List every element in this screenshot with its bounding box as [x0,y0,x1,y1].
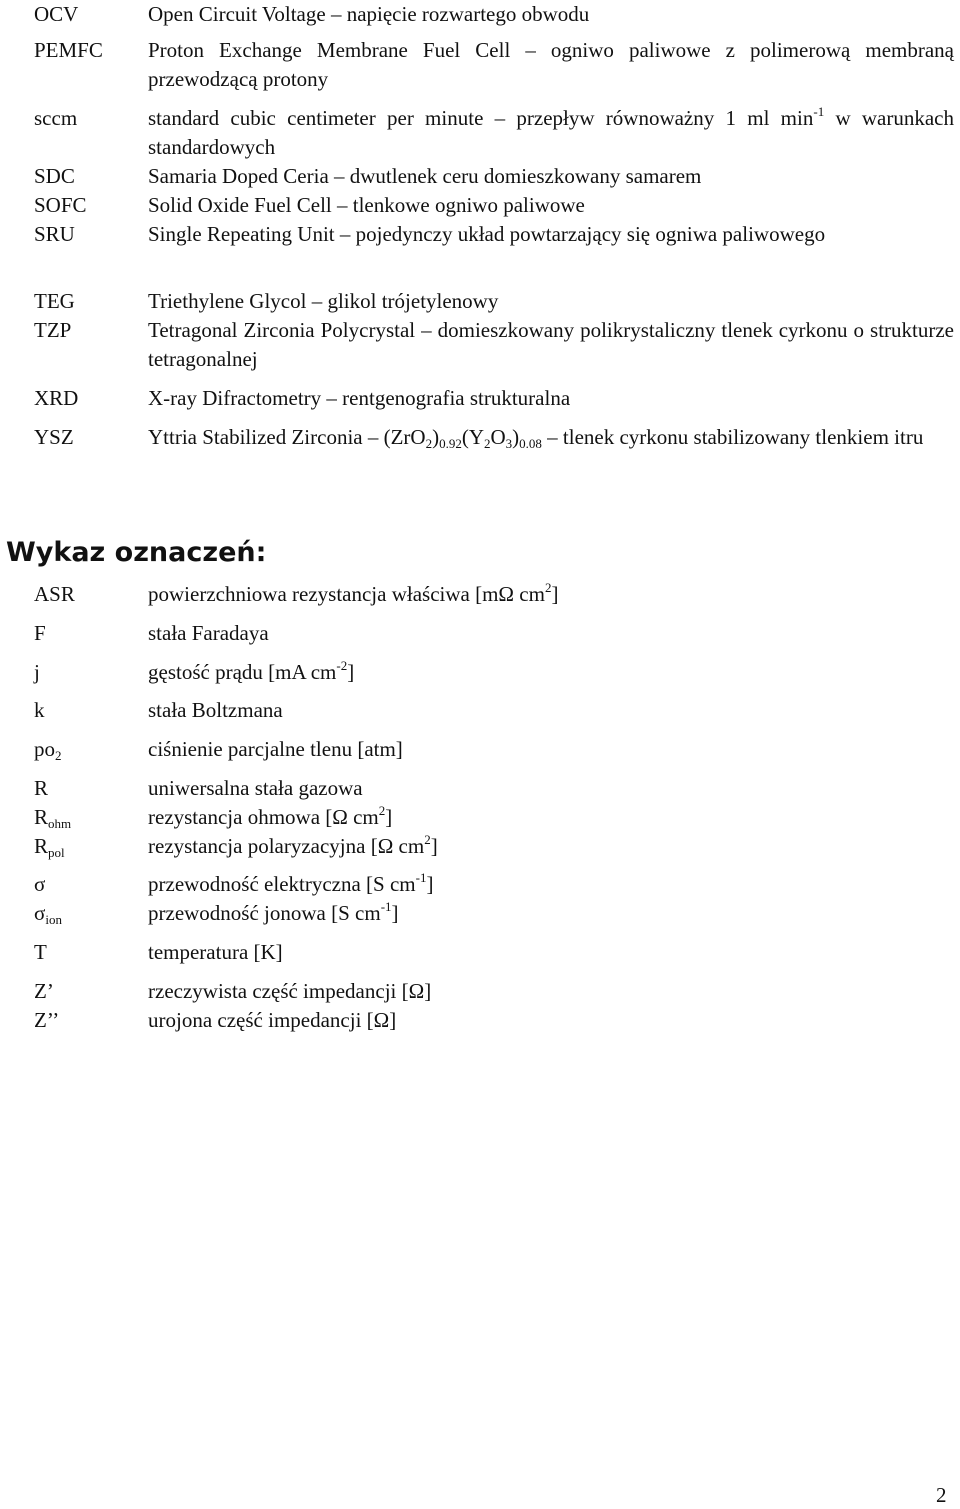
abbrev-definition: Solid Oxide Fuel Cell – tlenkowe ogniwo paliwowe [148,193,585,217]
definition-text: przewodność elektryczna [S cm [148,872,416,896]
subscript: 0.08 [519,436,542,451]
abbrev-definition: Tetragonal Zirconia Polycrystal – domieszkowany polikrystaliczny tlenek cyrkonu o strukturze tetragonalnej [148,318,954,371]
definition-text: – tlenek cyrkonu stabilizowany tlenkiem itru [541,425,924,449]
symbol-term [34,832,65,861]
abbrev-term: PEMFC [34,38,103,62]
definition-text: (Y [461,425,484,449]
definition-text: ] [551,582,559,606]
symbol-definition [148,580,954,609]
definition-text: w warunkach standardowych [148,106,954,159]
term-text: po [34,737,55,761]
subscript: 2 [425,436,433,451]
term-text: R [34,805,49,829]
definition-text: ] [385,805,393,829]
definition-text: przewodność jonowa [S cm [148,901,381,925]
symbol-term: Z’’ [34,1008,60,1032]
abbrev-term: XRD [34,386,79,410]
definition-text: ] [347,660,355,684]
symbol-term: F [34,621,46,645]
definition-text: ) [432,425,440,449]
symbol-definition: rzeczywista część impedancji [Ω] [148,979,432,1003]
symbol-term: T [34,940,47,964]
abbrev-definition: Single Repeating Unit – pojedynczy układ powtarzający się ogniwa paliwowego [148,222,826,246]
superscript: -1 [380,899,392,914]
abbrev-term: OCV [34,2,79,26]
abbrev-definition: Triethylene Glycol – glikol trójetylenowy [148,289,499,313]
symbol-term [34,899,62,928]
symbol-term [34,803,71,832]
symbol-definition: uniwersalna stała gazowa [148,776,363,800]
subscript: ion [45,912,62,927]
definition-text: ] [391,901,399,925]
symbol-definition: temperatura [K] [148,940,283,964]
superscript: 2 [378,803,386,818]
superscript: -2 [336,658,348,673]
definition-text: ) [512,425,520,449]
abbrev-definition: Proton Exchange Membrane Fuel Cell – ogniwo paliwowe z polimerową membraną przewodzącą protony [148,38,954,91]
symbol-definition [148,832,954,861]
symbol-definition: stała Faradaya [148,621,269,645]
abbrev-definition: Samaria Doped Ceria – dwutlenek ceru domieszkowany samarem [148,164,702,188]
abbrev-definition: Open Circuit Voltage – napięcie rozwartego obwodu [148,2,590,26]
symbol-definition [148,658,954,687]
abbrev-term: TZP [34,318,72,342]
definition-text: powierzchniowa rezystancja właściwa [mΩ cm [148,582,545,606]
subscript: ohm [48,816,72,831]
symbol-definition [148,870,954,899]
abbrev-term: sccm [34,106,78,130]
symbol-definition: stała Boltzmana [148,698,283,722]
definition-text: rezystancja polaryzacyjna [Ω cm [148,834,425,858]
definition-text: ] [430,834,438,858]
definition-text: ] [426,872,434,896]
definition-text: rezystancja ohmowa [Ω cm [148,805,379,829]
superscript: 2 [544,580,552,595]
definition-text: gęstość prądu [mA cm [148,660,337,684]
superscript: -1 [813,104,825,119]
symbol-term: σ [34,872,46,896]
subscript: 2 [484,436,491,451]
subscript: 2 [55,748,62,763]
symbol-term: j [34,660,40,684]
superscript: 2 [424,832,431,847]
abbrev-term: SDC [34,164,75,188]
symbol-definition [148,899,954,928]
abbrev-term: YSZ [34,425,74,449]
term-text: σ [34,901,46,925]
symbol-definition: ciśnienie parcjalne tlenu [atm] [148,737,403,761]
page-number: 2 [936,1483,947,1507]
symbol-definition: urojona część impedancji [Ω] [148,1008,397,1032]
abbrev-definition [148,423,954,452]
term-text: R [34,834,49,858]
symbol-term [34,735,62,764]
subscript: pol [48,845,65,860]
symbol-term: R [34,776,49,800]
symbol-term: Z’ [34,979,54,1003]
subscript: 0.92 [439,436,462,451]
definition-text: Yttria Stabilized Zirconia – (ZrO [148,425,426,449]
abbrev-definition [148,104,954,162]
superscript: -1 [415,870,427,885]
abbrev-definition: X-ray Difractometry – rentgenografia strukturalna [148,386,571,410]
symbol-term: k [34,698,45,722]
subscript: 3 [505,436,513,451]
abbrev-term: TEG [34,289,75,313]
abbrev-term: SRU [34,222,75,246]
definition-text: O [490,425,506,449]
definition-text: standard cubic centimeter per minute – przepływ równoważny 1 ml min [148,106,814,130]
abbrev-term: SOFC [34,193,87,217]
section-heading: Wykaz oznaczeń: [6,537,267,568]
symbol-definition [148,803,954,832]
symbol-term: ASR [34,582,75,606]
